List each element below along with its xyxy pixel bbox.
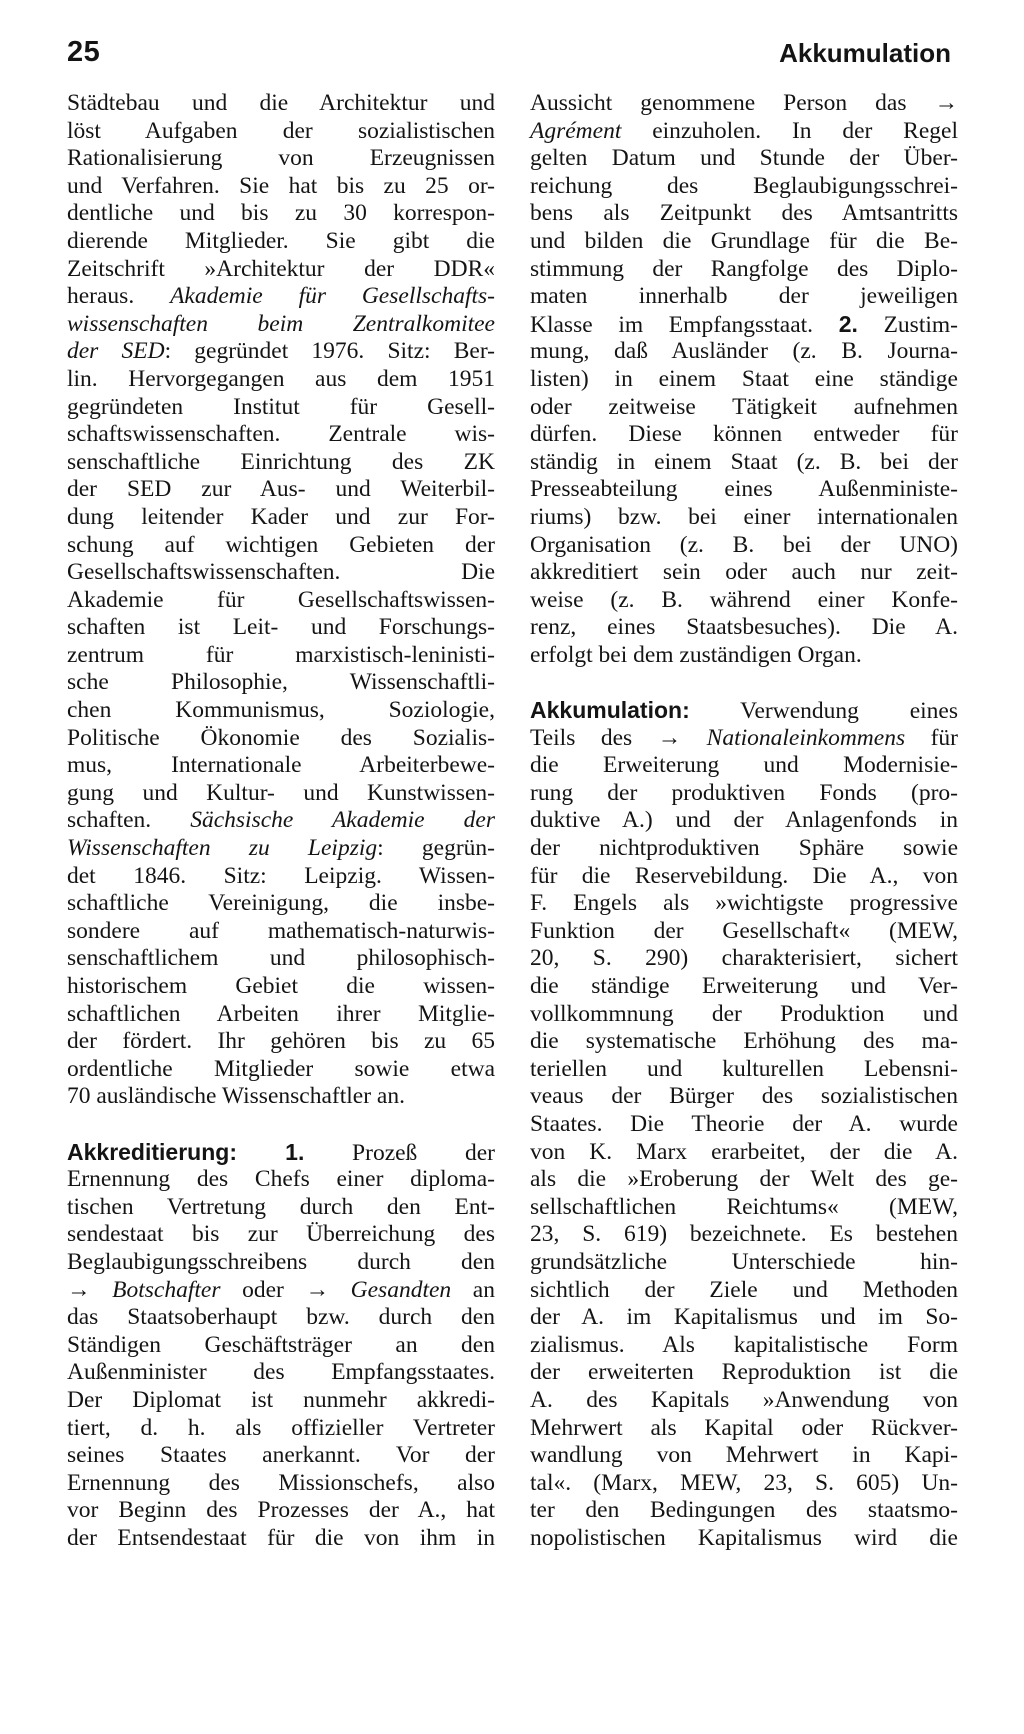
text-line: chen Kommunismus, Soziologie, xyxy=(67,697,495,724)
text-line: listen) in einem Staat eine ständige xyxy=(530,365,958,392)
text-line xyxy=(530,725,958,753)
text-line: wandlung von Mehrwert in Kapi- xyxy=(530,1442,958,1469)
text-run: einzuholen. In der Regel xyxy=(621,117,958,144)
text-line: mung, daß Ausländer (z. B. Journa- xyxy=(530,338,958,365)
text-line: sellschaftlichen Reichtums« (MEW, xyxy=(530,1193,958,1220)
text-run: an xyxy=(451,1276,495,1303)
text-line: die systematische Erhöhung des ma- xyxy=(530,1028,958,1055)
text-line: Außenminister des Empfangsstaates. xyxy=(67,1359,495,1386)
text-line: schaftswissenschaften. Zentrale wis- xyxy=(67,421,495,448)
text-line: Presseabteilung eines Außenministe- xyxy=(530,476,958,503)
text-line: schaftlichen Arbeiten ihrer Mitglie- xyxy=(67,1000,495,1027)
text-line: oder zeitweise Tätigkeit aufnehmen xyxy=(530,393,958,420)
text-line: mus, Internationale Arbeiterbewe- xyxy=(67,752,495,779)
text-line: stimmung der Rangfolge des Diplo- xyxy=(530,255,958,282)
text-line: gung und Kultur- und Kunstwissen- xyxy=(67,779,495,806)
text-line: ter den Bedingungen des staatsmo- xyxy=(530,1497,958,1524)
entry-term-continued: Wissenschaften zu Leipzig xyxy=(67,835,378,862)
text-run: : gegrün- xyxy=(377,835,495,862)
text-line: Städtebau und die Architektur und xyxy=(67,90,495,116)
text-line: riums) bzw. bei einer internationalen xyxy=(530,503,958,530)
text-line: Funktion der Gesellschaft« (MEW, xyxy=(530,917,958,944)
text-line xyxy=(530,311,958,339)
text-line: bens als Zeitpunkt des Amtsantritts xyxy=(530,200,958,227)
text-line: 70 ausländische Wissenschaftler an. xyxy=(67,1083,405,1110)
text-line: dürfen. Diese können entweder für xyxy=(530,421,958,448)
text-line: nopolistischen Kapitalismus wird die xyxy=(530,1524,958,1551)
text-line: der SED zur Aus- und Weiterbil- xyxy=(67,476,495,503)
cross-ref-nationaleinkommens[interactable]: Nationaleinkommens xyxy=(706,724,906,751)
text-line: vor Beginn des Prozesses der A., hat xyxy=(67,1497,495,1524)
cross-ref-arrow: → xyxy=(67,1276,113,1303)
cross-ref-agrement[interactable]: Agrément xyxy=(530,117,622,144)
text-line: sondere auf mathematisch-naturwis- xyxy=(67,917,495,944)
page-number: 25 xyxy=(67,36,101,68)
text-line: senschaftliche Einrichtung des ZK xyxy=(67,448,495,475)
text-line: maten innerhalb der jeweiligen xyxy=(530,283,958,310)
text-line: lin. Hervorgegangen aus dem 1951 xyxy=(67,365,495,392)
text-line: für die Reservebildung. Die A., von xyxy=(530,862,958,889)
text-line: der fördert. Ihr gehören bis zu 65 xyxy=(67,1028,495,1055)
text-line: dierende Mitglieder. Sie gibt die xyxy=(67,227,495,254)
text-line: Ernennung des Missionschefs, also xyxy=(67,1469,495,1496)
text-line: Gesellschaftswissenschaften. Die xyxy=(67,559,495,586)
text-line: und Verfahren. Sie hat bis zu 25 or- xyxy=(67,172,495,199)
text-run: schaften. xyxy=(67,807,191,834)
text-line: der nichtproduktiven Sphäre sowie xyxy=(530,835,958,862)
text-line: A. des Kapitals »Anwendung von xyxy=(530,1386,958,1413)
text-line: veaus der Bürger des sozialistischen xyxy=(530,1083,958,1110)
text-line: vollkommnung der Produktion und xyxy=(530,1000,958,1027)
text-line: der A. im Kapitalismus und im So- xyxy=(530,1304,958,1331)
right-column xyxy=(530,90,958,1552)
text-line: zentrum für marxistisch-leninisti- xyxy=(67,641,495,668)
text-line: Staates. Die Theorie der A. wurde xyxy=(530,1110,958,1137)
text-line: Rationalisierung von Erzeugnissen xyxy=(67,145,495,172)
text-line: ordentliche Mitglieder sowie etwa xyxy=(67,1055,495,1082)
text-line: erfolgt bei dem zuständigen Organ. xyxy=(530,641,862,668)
text-run: für xyxy=(905,724,958,751)
text-line xyxy=(67,338,495,366)
text-run: Verwendung eines xyxy=(689,698,958,725)
entry-term-saechsische-akademie: Sächsische Akademie der xyxy=(190,807,495,834)
text-line: Aussicht genommene Person das → xyxy=(530,90,958,116)
text-line: Zeitschrift »Architektur der DDR« xyxy=(67,255,495,282)
text-line: gelten Datum und Stunde der Über- xyxy=(530,145,958,172)
text-line: Beglaubigungsschreibens durch den xyxy=(67,1248,495,1275)
text-line xyxy=(67,1277,495,1305)
running-header-keyword: Akkumulation xyxy=(779,38,951,68)
text-line: duktive A.) und der Anlagenfonds in xyxy=(530,807,958,834)
text-run: heraus. xyxy=(67,283,171,310)
text-line: seines Staates anerkannt. Vor der xyxy=(67,1442,495,1469)
text-line xyxy=(67,311,495,339)
text-line: der erweiterten Reproduktion ist die xyxy=(530,1359,958,1386)
text-line: sendestaat bis zur Überreichung des xyxy=(67,1221,495,1248)
text-run: Klasse im Empfangsstaat. xyxy=(530,311,839,338)
text-line: Ständigen Geschäftsträger an den xyxy=(67,1331,495,1358)
text-line: Ernennung des Chefs einer diploma- xyxy=(67,1166,495,1193)
text-line xyxy=(67,835,495,863)
text-line: reichung des Beglaubigungsschrei- xyxy=(530,172,958,199)
text-line: der Entsendestaat für die von ihm in xyxy=(67,1524,495,1551)
text-line: löst Aufgaben der sozialistischen xyxy=(67,117,495,144)
text-line: F. Engels als »wichtigste progressive xyxy=(530,890,958,917)
cross-ref-botschafter[interactable]: Botschafter xyxy=(112,1276,221,1303)
text-line: schaftliche Vereinigung, die insbe- xyxy=(67,890,495,917)
text-line: dung leitender Kader und zur For- xyxy=(67,503,495,530)
text-line: Akademie für Gesellschaftswissen- xyxy=(67,586,495,613)
headword-akkumulation: Akkumulation: xyxy=(530,697,690,724)
text-line: von K. Marx erarbeitet, der die A. xyxy=(530,1138,958,1165)
paragraph-gap xyxy=(530,669,958,697)
text-line: gegründeten Institut für Gesell- xyxy=(67,393,495,420)
text-line: schaften ist Leit- und Forschungs- xyxy=(67,614,495,641)
text-line xyxy=(530,118,958,146)
cross-ref-gesandten[interactable]: Gesandten xyxy=(350,1276,452,1303)
text-line: ständig in einem Staat (z. B. bei der xyxy=(530,448,958,475)
entry-term-continued: wissenschaften beim Zentralkomitee xyxy=(67,310,495,337)
text-line: als die »Eroberung der Welt des ge- xyxy=(530,1166,958,1193)
text-line xyxy=(67,283,495,311)
text-line: die ständige Erweiterung und Ver- xyxy=(530,973,958,999)
text-line: grundsätzliche Unterschiede hin- xyxy=(530,1248,958,1275)
text-line: teriellen und kulturellen Lebensni- xyxy=(530,1055,958,1082)
entry-term-akademie-gesellschaftswissenschaften: Akademie für Gesellschafts- xyxy=(170,283,495,310)
text-line: akkreditiert sein oder auch nur zeit- xyxy=(530,559,958,586)
text-line: renz, eines Staatsbesuches). Die A. xyxy=(530,614,958,641)
text-line: rung der produktiven Fonds (pro- xyxy=(530,779,958,806)
text-line xyxy=(67,1139,495,1167)
text-run: oder → xyxy=(220,1276,351,1303)
text-line xyxy=(67,807,495,835)
text-line: historischem Gebiet die wissen- xyxy=(67,973,495,999)
text-run: : gegründet 1976. Sitz: Ber- xyxy=(164,338,495,365)
entry-term-continued: der SED xyxy=(67,338,165,365)
text-line: tischen Vertretung durch den Ent- xyxy=(67,1193,495,1220)
left-column xyxy=(67,90,495,1552)
text-line: sche Philosophie, Wissenschaftli- xyxy=(67,669,495,696)
paragraph-gap xyxy=(67,1111,495,1139)
text-line: 23, S. 619) bezeichnete. Es bestehen xyxy=(530,1221,958,1248)
text-line: das Staatsoberhaupt bzw. durch den xyxy=(67,1304,495,1331)
text-line: sichtlich der Ziele und Methoden xyxy=(530,1276,958,1303)
text-line: zialismus. Als kapitalistische Form xyxy=(530,1331,958,1358)
text-line: senschaftlichem und philosophisch- xyxy=(67,945,495,972)
text-line: Der Diplomat ist nunmehr akkredi- xyxy=(67,1386,495,1413)
text-line: dentliche und bis zu 30 korrespon- xyxy=(67,200,495,227)
text-line: Politische Ökonomie des Sozialis- xyxy=(67,724,495,751)
text-run: Zustim- xyxy=(857,311,958,338)
text-line: und bilden die Grundlage für die Be- xyxy=(530,227,958,254)
text-line: Organisation (z. B. bei der UNO) xyxy=(530,531,958,558)
text-line: die Erweiterung und Modernisie- xyxy=(530,752,958,779)
text-line: tal«. (Marx, MEW, 23, S. 605) Un- xyxy=(530,1469,958,1496)
text-line: tiert, d. h. als offizieller Vertreter xyxy=(67,1414,495,1441)
text-line: weise (z. B. während einer Konfe- xyxy=(530,586,958,613)
text-run: Teils des → xyxy=(530,724,707,751)
text-line: Mehrwert als Kapital oder Rückver- xyxy=(530,1414,958,1441)
text-run: Prozeß der xyxy=(304,1139,495,1166)
text-line xyxy=(530,697,958,725)
text-line: det 1846. Sitz: Leipzig. Wissen- xyxy=(67,862,495,889)
text-line: 20, S. 290) charakterisiert, sichert xyxy=(530,945,958,972)
text-line: schung auf wichtigen Gebieten der xyxy=(67,531,495,558)
headword-akkreditierung: Akkreditierung: 1. xyxy=(67,1138,305,1165)
sense-number-2: 2. xyxy=(838,310,858,337)
